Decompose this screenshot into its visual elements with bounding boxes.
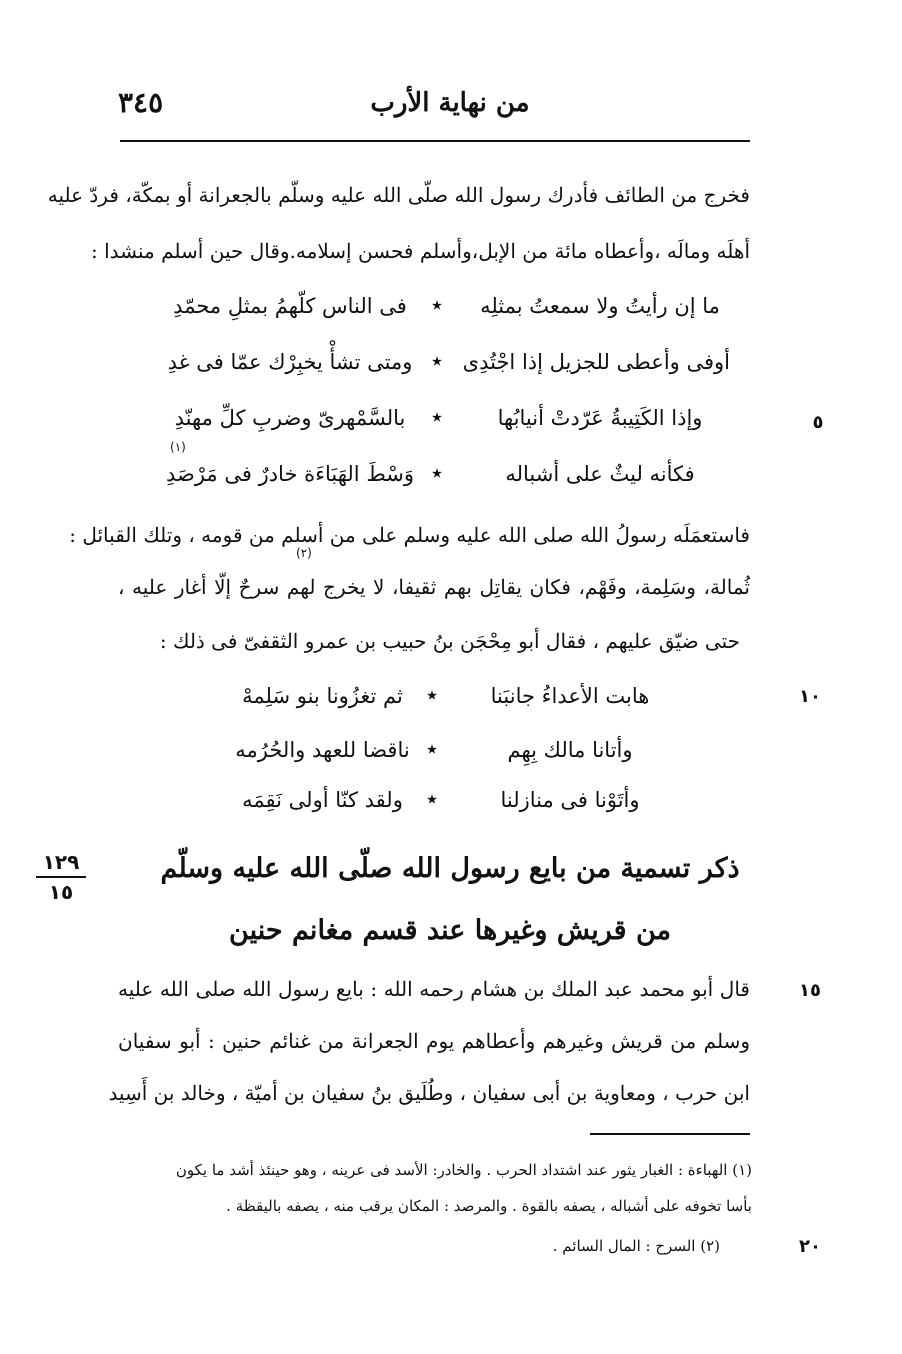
prose-line: قال أبو محمد عبد الملك بن هشام رحمه الله : بايع رسول الله صلى الله عليه — [118, 977, 750, 1001]
page-reference-top: ١٢٩ — [42, 850, 80, 874]
margin-line-number: ٢٠ — [799, 1236, 821, 1257]
verse-separator: ٭ — [426, 787, 438, 812]
running-title: من نهاية الأرب — [370, 88, 530, 118]
header-rule — [120, 140, 750, 142]
footnote-line: (١) الهباءة : الغبار يثور عند اشتداد الحرب . والخادر: الأسد فى عرينه ، وهو حينئذ أشد ما يكون — [175, 1161, 752, 1179]
poem-hemistich-left: بالسَّمْهرىّ وضربِ كلِّ مهنّدِ — [174, 406, 406, 430]
footnote-marker-1: (١) — [170, 440, 186, 454]
prose-line: أهلَه ومالَه ،وأعطاه مائة من الإبل،وأسلم فحسن إسلامه.وقال حين أسلم منشدا : — [91, 239, 750, 263]
poem-hemistich-right: فكأنه ليثٌ على أشباله — [505, 462, 695, 486]
footnote-line: بأسا تخوفه على أشباله ، يصفه بالقوة . والمرصد : المكان يرقب منه ، يصفه باليقظة . — [226, 1197, 752, 1215]
page-reference — [36, 850, 86, 904]
verse-separator: ٭ — [426, 683, 438, 708]
poem-hemistich-right: هابت الأعداءُ جانبَنا — [490, 684, 650, 708]
page-reference-bottom: ١٥ — [48, 880, 74, 904]
verse-separator: ٭ — [431, 405, 443, 430]
prose-line: ابن حرب ، ومعاوية بن أبى سفيان ، وطُلَيق بنُ سفيان بن أميّة ، وخالد بن أَسِيد — [108, 1081, 750, 1105]
page-number: ٣٤٥ — [118, 86, 164, 119]
fraction-bar — [36, 876, 86, 878]
prose-line: حتى ضيّق عليهم ، فقال أبو مِحْجَن بنُ حبيب بن عمرو الثقفىّ فى ذلك : — [159, 629, 740, 653]
poem-hemistich-right: وأتانا مالك بِهِم — [507, 738, 633, 762]
poem-hemistich-left: ثم تغزُونا بنو سَلِمهْ — [242, 684, 403, 708]
poem-hemistich-right: أوفى وأعطى للجزيل إذا اجْتُدِى — [462, 350, 730, 374]
verse-separator: ٭ — [431, 461, 443, 486]
margin-line-number: ١٠ — [799, 686, 821, 707]
section-subheading: من قريش وغيرها عند قسم مغانم حنين — [229, 915, 671, 946]
verse-separator: ٭ — [431, 349, 443, 374]
verse-separator: ٭ — [426, 737, 438, 762]
prose-line: فاستعمَلَه رسولُ الله صلى الله عليه وسلم على من أسلم من قومه ، وتلك القبائل : — [69, 523, 750, 547]
margin-line-number: ١٥ — [799, 980, 821, 1001]
prose-line: فخرج من الطائف فأدرك رسول الله صلّى الله عليه وسلّم بالجعرانة أو بمكّة، فردّ عليه — [47, 183, 750, 207]
poem-hemistich-left: ناقضا للعهد والحُرُمه — [235, 738, 410, 762]
poem-hemistich-left: فى الناس كلّهمُ بمثلِ محمّدِ — [173, 294, 407, 318]
poem-hemistich-left: ومتى تشأْ يخبِرْك عمّا فى غدِ — [167, 350, 413, 374]
section-heading: ذكر تسمية من بايع رسول الله صلّى الله عليه وسلّم — [160, 853, 740, 884]
verse-separator: ٭ — [431, 293, 443, 318]
poem-hemistich-left: وَسْطَ الهَبَاءَة خادرٌ فى مَرْصَدِ — [165, 462, 414, 486]
margin-line-number: ٥ — [812, 412, 824, 433]
footnote-line: (٢) السرح : المال السائم . — [552, 1237, 720, 1255]
footnote-rule — [590, 1133, 750, 1135]
footnote-marker-2: (٢) — [296, 546, 312, 560]
prose-line: ثُمالة، وسَلِمة، وفَهْم، فكان يقاتِل بهم ثقيفا، لا يخرج لهم سرحٌ إلّا أغار عليه ، — [118, 575, 750, 599]
poem-hemistich-left: ولقد كنّا أولى نَقِمَه — [242, 788, 403, 812]
poem-hemistich-right: ما إن رأيتُ ولا سمعتُ بمثلِه — [480, 294, 720, 318]
prose-line: وسلم من قريش وغيرهم وأعطاهم يوم الجعرانة من غنائم حنين : أبو سفيان — [118, 1029, 750, 1053]
poem-hemistich-right: وأتَوْنا فى منازلنا — [500, 788, 640, 812]
poem-hemistich-right: وإذا الكَتِيبةُ عَرّدتْ أنيابُها — [497, 406, 703, 430]
